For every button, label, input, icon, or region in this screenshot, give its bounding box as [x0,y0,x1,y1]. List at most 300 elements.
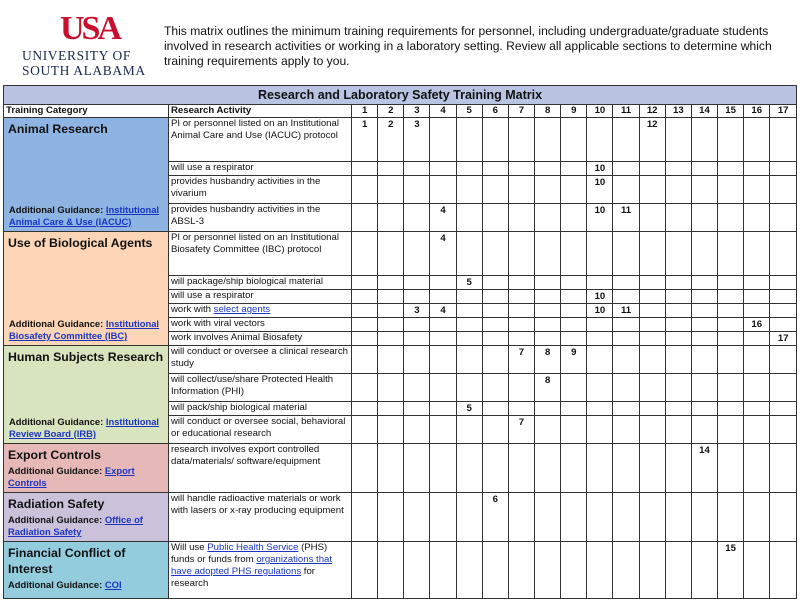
requirement-cell [535,493,561,542]
requirement-cell [482,304,508,318]
requirement-cell [691,346,717,374]
requirement-cell [404,332,430,346]
category-name: Financial Conflict of Interest [8,546,126,576]
requirement-cell: 7 [508,346,534,374]
logo-line-2: SOUTH ALABAMA [22,63,146,78]
requirement-cell [691,162,717,176]
requirement-cell [508,318,534,332]
category-name: Animal Research [8,122,108,136]
requirement-cell [404,276,430,290]
guidance-link[interactable]: COI [104,579,122,590]
requirement-cell [587,493,613,542]
requirement-cell [639,318,665,332]
matrix-row [4,232,797,276]
requirement-cell [613,276,639,290]
col-header-7: 7 [508,105,534,118]
requirement-cell [378,542,404,599]
requirement-cell [430,416,456,444]
requirement-cell [665,444,691,493]
requirement-cell [770,493,797,542]
category-cell [4,493,169,542]
requirement-cell [352,318,378,332]
requirement-cell [587,346,613,374]
requirement-cell [665,118,691,162]
requirement-cell [639,162,665,176]
requirement-cell [482,232,508,276]
research-activity-cell: provides husbandry activities in the ABSL-3 [168,204,351,232]
requirement-cell [535,232,561,276]
additional-guidance [9,318,164,342]
requirement-cell [718,332,744,346]
requirement-cell [718,276,744,290]
requirement-cell: 9 [561,346,587,374]
requirement-cell [378,402,404,416]
requirement-cell [744,176,770,204]
col-header-3: 3 [404,105,430,118]
category-cell [4,232,169,346]
requirement-cell [744,444,770,493]
col-header-6: 6 [482,105,508,118]
category-name: Human Subjects Research [8,350,164,364]
research-activity-cell: work involves Animal Biosafety [168,332,351,346]
requirement-cell [482,402,508,416]
col-header-13: 13 [665,105,691,118]
requirement-cell [691,332,717,346]
requirement-cell [613,346,639,374]
requirement-cell [378,318,404,332]
matrix-row [4,118,797,162]
requirement-cell [482,276,508,290]
category-cell [4,444,169,493]
requirement-cell [482,346,508,374]
requirement-cell [430,444,456,493]
guidance-link[interactable]: Institutional Animal Care & Use (IACUC) [9,204,160,227]
requirement-cell [352,162,378,176]
additional-guidance [8,579,164,591]
requirement-cell [613,493,639,542]
requirement-cell [770,162,797,176]
col-header-4: 4 [430,105,456,118]
requirement-cell [639,176,665,204]
requirement-cell [535,402,561,416]
col-header-16: 16 [744,105,770,118]
requirement-cell [404,346,430,374]
research-activity-cell: will handle radioactive materials or work with lasers or x-ray producing equipment [168,493,351,542]
requirement-cell [770,318,797,332]
research-activity-cell: PI or personnel listed on an Institutional Animal Care and Use (IACUC) protocol [168,118,351,162]
requirement-cell [378,444,404,493]
requirement-cell [691,374,717,402]
requirement-cell [404,493,430,542]
requirement-cell [587,402,613,416]
requirement-cell [639,542,665,599]
requirement-cell: 12 [639,118,665,162]
guidance-link[interactable]: Institutional Review Board (IRB) [9,416,160,439]
requirement-cell [639,346,665,374]
requirement-cell [744,276,770,290]
requirement-cell [561,416,587,444]
requirement-cell [718,232,744,276]
guidance-label: Additional Guidance: [9,416,106,427]
requirement-cell [613,542,639,599]
col-header-10: 10 [587,105,613,118]
requirement-cell [352,276,378,290]
requirement-cell [482,374,508,402]
requirement-cell [508,176,534,204]
requirement-cell [535,204,561,232]
requirement-cell [587,118,613,162]
requirement-cell [508,118,534,162]
requirement-cell [691,290,717,304]
requirement-cell [639,402,665,416]
research-activity-cell: work with viral vectors [168,318,351,332]
requirement-cell [665,374,691,402]
requirement-cell [456,162,482,176]
requirement-cell [665,416,691,444]
requirement-cell [508,493,534,542]
requirement-cell [770,232,797,276]
requirement-cell: 5 [456,402,482,416]
requirement-cell [665,276,691,290]
research-activity-cell: research involves export controlled data/materials/ software/equipment [168,444,351,493]
col-header-activity: Research Activity [168,105,351,118]
requirement-cell [718,204,744,232]
col-header-8: 8 [535,105,561,118]
activity-link[interactable]: organizations that have adopted PHS regulations [170,554,333,577]
col-header-15: 15 [718,105,744,118]
research-activity-cell: will conduct or oversee social, behavioral or educational research [168,416,351,444]
matrix-title-row [4,86,797,105]
requirement-cell [430,332,456,346]
requirement-cell [430,276,456,290]
requirement-cell [535,118,561,162]
col-header-2: 2 [378,105,404,118]
requirement-cell: 10 [587,304,613,318]
requirement-cell [744,493,770,542]
requirement-cell [744,162,770,176]
logo-line-1: UNIVERSITY OF [22,48,131,63]
requirement-cell [744,232,770,276]
requirement-cell [535,332,561,346]
requirement-cell [665,402,691,416]
requirement-cell [665,542,691,599]
requirement-cell [770,176,797,204]
requirement-cell [535,304,561,318]
category-name: Export Controls [8,448,101,462]
requirement-cell [456,204,482,232]
requirement-cell [770,374,797,402]
matrix-header-row [4,105,797,118]
requirement-cell [561,276,587,290]
requirement-cell: 3 [404,118,430,162]
requirement-cell [561,402,587,416]
requirement-cell [508,276,534,290]
col-header-category: Training Category [4,105,169,118]
requirement-cell [639,232,665,276]
additional-guidance [8,514,164,538]
requirement-cell [718,162,744,176]
requirement-cell [744,542,770,599]
requirement-cell [665,176,691,204]
requirement-cell [561,176,587,204]
requirement-cell [456,416,482,444]
requirement-cell [587,318,613,332]
requirement-cell: 10 [587,162,613,176]
requirement-cell [378,232,404,276]
guidance-label: Additional Guidance: [9,318,106,329]
col-header-14: 14 [691,105,717,118]
requirement-cell [404,318,430,332]
requirement-cell: 11 [613,204,639,232]
requirement-cell [639,204,665,232]
matrix-row [4,346,797,374]
requirement-cell [404,204,430,232]
requirement-cell [352,374,378,402]
requirement-cell [456,332,482,346]
requirement-cell [404,232,430,276]
requirement-cell [691,542,717,599]
category-cell [4,118,169,232]
requirement-cell [744,346,770,374]
requirement-cell [352,176,378,204]
requirement-cell: 16 [744,318,770,332]
requirement-cell [508,374,534,402]
requirement-cell [587,542,613,599]
requirement-cell [430,290,456,304]
col-header-11: 11 [613,105,639,118]
requirement-cell [456,493,482,542]
requirement-cell [691,304,717,318]
requirement-cell [378,204,404,232]
requirement-cell [378,304,404,318]
requirement-cell [535,162,561,176]
requirement-cell [639,416,665,444]
requirement-cell [665,346,691,374]
requirement-cell: 4 [430,204,456,232]
category-name: Use of Biological Agents [8,236,153,250]
requirement-cell [456,118,482,162]
training-matrix-table [3,85,797,599]
requirement-cell [352,542,378,599]
requirement-cell: 6 [482,493,508,542]
requirement-cell [535,276,561,290]
requirement-cell [691,118,717,162]
requirement-cell [535,542,561,599]
requirement-cell [456,374,482,402]
requirement-cell [691,176,717,204]
requirement-cell [508,162,534,176]
requirement-cell [378,346,404,374]
requirement-cell [456,542,482,599]
requirement-cell: 1 [352,118,378,162]
requirement-cell [404,416,430,444]
requirement-cell [430,176,456,204]
requirement-cell [561,318,587,332]
col-header-1: 1 [352,105,378,118]
requirement-cell [404,176,430,204]
requirement-cell [770,416,797,444]
requirement-cell [770,204,797,232]
requirement-cell [535,444,561,493]
requirement-cell [718,304,744,318]
research-activity-cell: Will use Public Health Service (PHS) funds or funds from organizations that have adopted PHS regulations for research [168,542,351,599]
requirement-cell [482,444,508,493]
requirement-cell: 5 [456,276,482,290]
matrix-title: Research and Laboratory Safety Training Matrix [4,86,797,105]
requirement-cell [718,416,744,444]
requirement-cell [744,374,770,402]
guidance-label: Additional Guidance: [8,579,105,590]
activity-link[interactable]: Public Health Service [207,542,299,553]
requirement-cell [404,162,430,176]
requirement-cell: 15 [718,542,744,599]
requirement-cell [352,232,378,276]
requirement-cell [561,444,587,493]
requirement-cell [482,176,508,204]
requirement-cell [691,276,717,290]
col-header-9: 9 [561,105,587,118]
requirement-cell: 8 [535,374,561,402]
matrix-row [4,444,797,493]
requirement-cell [482,162,508,176]
requirement-cell [508,542,534,599]
requirement-cell [665,493,691,542]
requirement-cell [430,346,456,374]
activity-link[interactable]: select agents [213,304,271,315]
requirement-cell [561,118,587,162]
requirement-cell [378,276,404,290]
requirement-cell [613,402,639,416]
additional-guidance [8,465,164,489]
guidance-link[interactable]: Institutional Biosafety Committee (IBC) [9,318,160,341]
requirement-cell [352,290,378,304]
requirement-cell [456,304,482,318]
requirement-cell [430,402,456,416]
requirement-cell [508,444,534,493]
requirement-cell [587,332,613,346]
intro-paragraph: This matrix outlines the minimum training requirements for personnel, including undergraduate/graduate students involved in research activities or working in a laboratory setting. Review all applicable sections to determine which training requirements apply to you. [164,24,772,68]
requirement-cell [691,232,717,276]
requirement-cell [744,304,770,318]
requirement-cell [665,304,691,318]
col-header-17: 17 [770,105,797,118]
requirement-cell [456,176,482,204]
requirement-cell [561,493,587,542]
requirement-cell [456,444,482,493]
requirement-cell: 10 [587,176,613,204]
requirement-cell [508,402,534,416]
university-logo [12,8,147,80]
requirement-cell [456,290,482,304]
requirement-cell: 7 [508,416,534,444]
requirement-cell [482,542,508,599]
requirement-cell [430,118,456,162]
matrix-row [4,493,797,542]
research-activity-cell: work with select agents [168,304,351,318]
requirement-cell [770,444,797,493]
requirement-cell: 3 [404,304,430,318]
requirement-cell [770,542,797,599]
requirement-cell [404,542,430,599]
requirement-cell [456,232,482,276]
requirement-cell [404,374,430,402]
requirement-cell: 11 [613,304,639,318]
requirement-cell [587,374,613,402]
requirement-cell [482,318,508,332]
requirement-cell [352,493,378,542]
research-activity-cell: will collect/use/share Protected Health Information (PHI) [168,374,351,402]
requirement-cell [535,290,561,304]
requirement-cell [665,204,691,232]
requirement-cell: 17 [770,332,797,346]
requirement-cell [404,444,430,493]
requirement-cell [718,374,744,402]
requirement-cell [587,444,613,493]
requirement-cell [508,304,534,318]
requirement-cell [430,374,456,402]
requirement-cell [482,290,508,304]
research-activity-cell: will package/ship biological material [168,276,351,290]
requirement-cell [718,290,744,304]
col-header-5: 5 [456,105,482,118]
requirement-cell [535,318,561,332]
requirement-cell [456,318,482,332]
requirement-cell [561,542,587,599]
requirement-cell [691,416,717,444]
requirement-cell [587,232,613,276]
requirement-cell [613,416,639,444]
requirement-cell [639,276,665,290]
research-activity-cell: will use a respirator [168,290,351,304]
requirement-cell [613,318,639,332]
requirement-cell: 14 [691,444,717,493]
guidance-label: Additional Guidance: [8,514,105,525]
requirement-cell [561,332,587,346]
requirement-cell [352,416,378,444]
requirement-cell [352,332,378,346]
requirement-cell: 4 [430,232,456,276]
requirement-cell [482,204,508,232]
requirement-cell [718,444,744,493]
guidance-link[interactable]: Export Controls [8,465,135,488]
requirement-cell [665,318,691,332]
requirement-cell [691,493,717,542]
requirement-cell [508,204,534,232]
requirement-cell [639,374,665,402]
requirement-cell [482,416,508,444]
guidance-link[interactable]: Office of Radiation Safety [8,514,143,537]
requirement-cell [561,162,587,176]
requirement-cell [404,290,430,304]
requirement-cell [587,416,613,444]
requirement-cell [561,232,587,276]
requirement-cell [378,290,404,304]
research-activity-cell: PI or personnel listed on an Institutional Biosafety Committee (IBC) protocol [168,232,351,276]
requirement-cell [744,416,770,444]
requirement-cell [430,318,456,332]
col-header-12: 12 [639,105,665,118]
requirement-cell [613,176,639,204]
research-activity-cell: will conduct or oversee a clinical research study [168,346,351,374]
requirement-cell [770,304,797,318]
requirement-cell [378,416,404,444]
requirement-cell: 10 [587,290,613,304]
requirement-cell: 4 [430,304,456,318]
additional-guidance [9,416,164,440]
requirement-cell [535,416,561,444]
requirement-cell [613,118,639,162]
requirement-cell [691,318,717,332]
